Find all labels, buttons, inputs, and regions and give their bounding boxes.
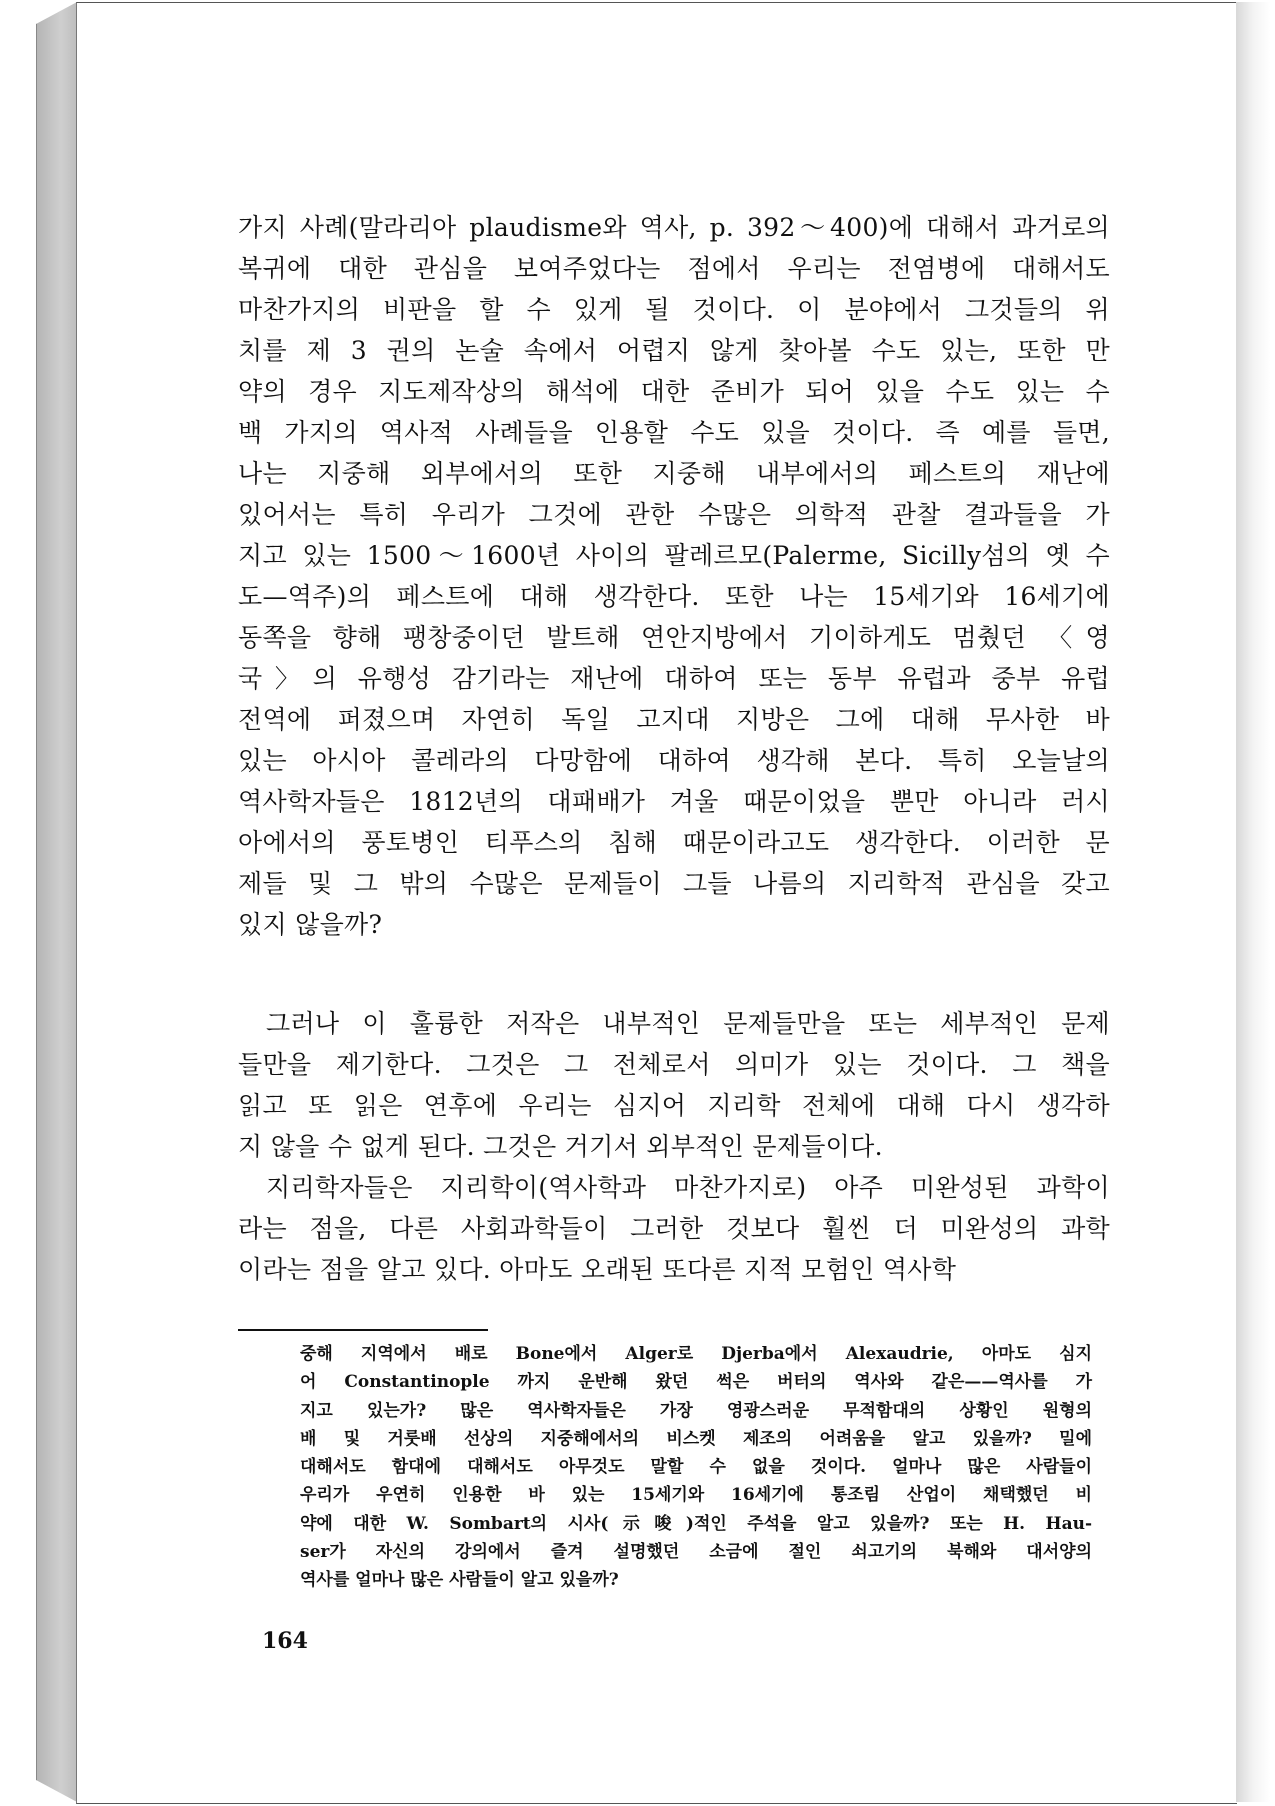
footnote-line: 중해 지역에서 배로 Bone에서 Alger로 Djerba에서 Alexaudrie, 아마도 심지 (300, 1344, 1092, 1364)
text-line: 그러나 이 훌륭한 저작은 내부적인 문제들만을 또는 세부적인 문제 (266, 1009, 1110, 1038)
text-line: 약의 경우 지도제작상의 해석에 대한 준비가 되어 있을 수도 있는 수 (238, 377, 1110, 406)
text-line: 아에서의 풍토병인 티푸스의 침해 때문이라고도 생각한다. 이러한 문 (238, 828, 1110, 857)
text-line: 백 가지의 역사적 사례들을 인용할 수도 있을 것이다. 즉 예를 들면, (238, 418, 1110, 447)
text-line: 있는 아시아 콜레라의 다망함에 대하여 생각해 본다. 특히 오늘날의 (238, 746, 1110, 775)
footnote-line: 대해서도 함대에 대해서도 아무것도 말할 수 없을 것이다. 얼마나 많은 사람들이 (300, 1457, 1092, 1478)
text-line: 지고 있는 1500～1600년 사이의 팔레르모(Palerme, Sicilly섬의 옛 수 (238, 541, 1110, 570)
book-spine (36, 2, 77, 1802)
text-line: 도—역주)의 페스트에 대해 생각한다. 또한 나는 15세기와 16세기에 (238, 582, 1110, 611)
paragraph (238, 207, 1110, 945)
text-line: 복귀에 대한 관심을 보여주었다는 점에서 우리는 전염병에 대해서도 (238, 254, 1110, 283)
text-line: 국〉의 유행성 감기라는 재난에 대하여 또는 동부 유럽과 중부 유럽 (238, 664, 1110, 693)
body-text (238, 207, 1110, 1290)
page-number: 164 (262, 1628, 308, 1654)
text-line: 들만을 제기한다. 그것은 그 전체로서 의미가 있는 것이다. 그 책을 (238, 1050, 1110, 1079)
text-line: 지 않을 수 없게 된다. 그것은 거기서 외부적인 문제들이다. (238, 1132, 883, 1161)
footnote-line: ser가 자신의 강의에서 즐겨 설명했던 소금에 절인 쇠고기의 북해와 대서양의 (300, 1542, 1092, 1563)
footnote-line: 우리가 우연히 인용한 바 있는 15세기와 16세기에 통조림 산업이 채택했던 비 (300, 1485, 1092, 1506)
text-line: 있지 않을까? (238, 910, 383, 939)
text-line: 라는 점을, 다른 사회과학들이 그러한 것보다 훨씬 더 미완성의 과학 (238, 1214, 1110, 1243)
page-edge-shadow (1236, 2, 1270, 1802)
text-line: 마찬가지의 비판을 할 수 있게 될 것이다. 이 분야에서 그것들의 위 (238, 295, 1110, 324)
text-line: 지리학자들은 지리학이(역사학과 마찬가지로) 아주 미완성된 과학이 (266, 1173, 1110, 1202)
footnote-line: 어 Constantinople 까지 운반해 왔던 썩은 버터의 역사와 같은——역사를 가 (300, 1372, 1092, 1393)
text-line: 읽고 또 읽은 연후에 우리는 심지어 지리학 전체에 대해 다시 생각하 (238, 1091, 1110, 1120)
text-line: 제들 및 그 밖의 수많은 문제들이 그들 나름의 지리학적 관심을 갖고 (238, 869, 1110, 898)
paragraph-gap (238, 945, 1110, 1003)
paragraph (238, 1167, 1110, 1290)
footnote-line: 배 및 거룻배 선상의 지중해에서의 비스켓 제조의 어려움을 알고 있을까? 밀에 (300, 1428, 1092, 1449)
text-line: 있어서는 특히 우리가 그것에 관한 수많은 의학적 관찰 결과들을 가 (238, 500, 1110, 529)
paragraph (238, 1003, 1110, 1167)
text-line: 이라는 점을 알고 있다. 아마도 오래된 또다른 지적 모험인 역사학 (238, 1255, 957, 1284)
text-line: 치를 제 3 권의 논술 속에서 어렵지 않게 찾아볼 수도 있는, 또한 만 (238, 336, 1110, 365)
text-line: 동쪽을 향해 팽창중이던 발트해 연안지방에서 기이하게도 멈췄던 〈영 (238, 623, 1110, 652)
footnote (300, 1340, 1092, 1595)
footnote-line: 약에 대한 W. Sombart의 시사(示唆)적인 주석을 알고 있을까? 또는 H. Hau- (300, 1513, 1092, 1534)
footnote-rule (238, 1329, 488, 1331)
footnote-line: 역사를 얼마나 많은 사람들이 알고 있을까? (300, 1570, 619, 1591)
text-line: 가지 사례(말라리아 plaudisme와 역사, p. 392～400)에 대해서 과거로의 (238, 213, 1110, 242)
text-line: 나는 지중해 외부에서의 또한 지중해 내부에서의 페스트의 재난에 (238, 459, 1110, 488)
text-line: 전역에 퍼졌으며 자연히 독일 고지대 지방은 그에 대해 무사한 바 (238, 705, 1110, 734)
footnote-line: 지고 있는가? 많은 역사학자들은 가장 영광스러운 무적함대의 상황인 원형의 (300, 1400, 1092, 1421)
text-line: 역사학자들은 1812년의 대패배가 겨울 때문이었을 뿐만 아니라 러시 (238, 787, 1110, 816)
